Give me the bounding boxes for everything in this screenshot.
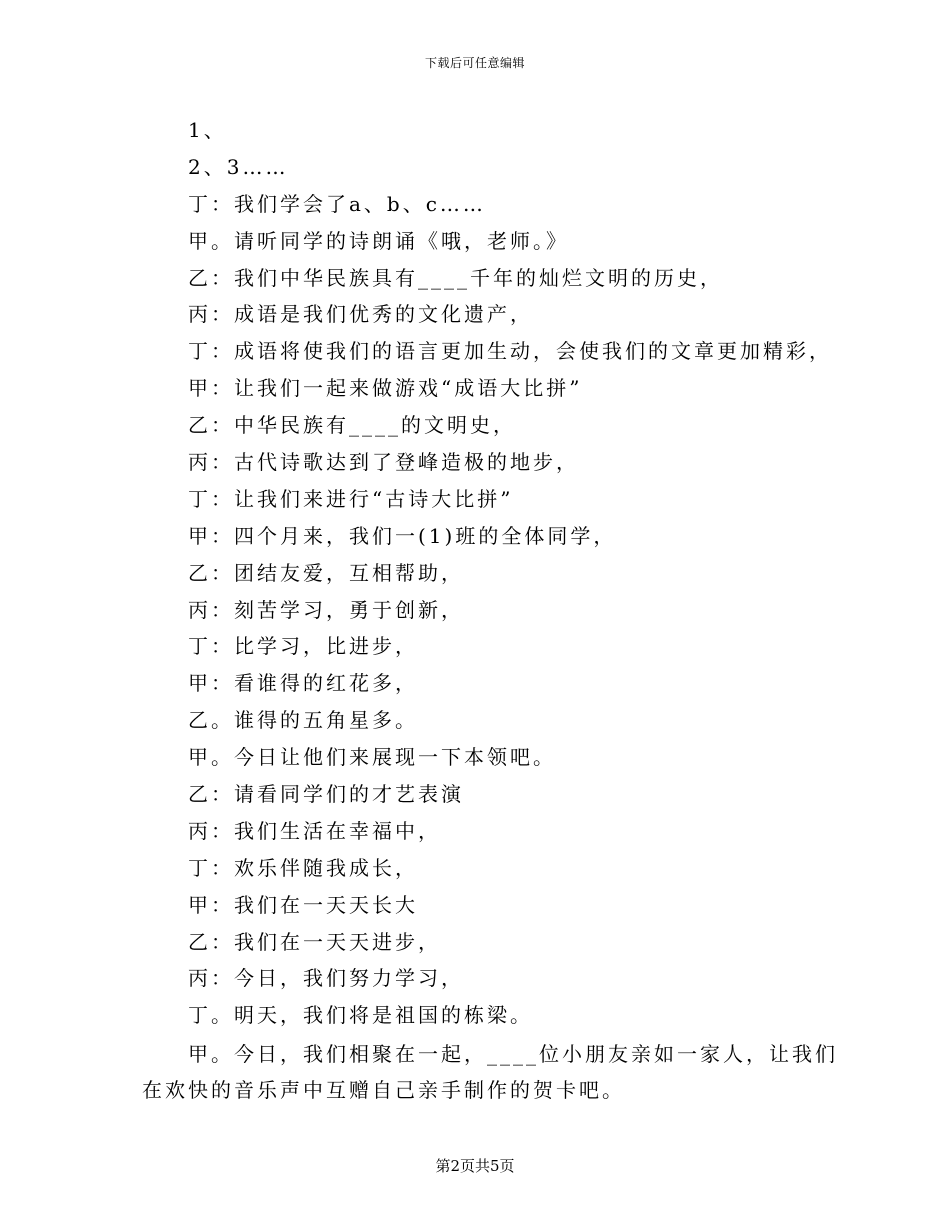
script-line: 甲：四个月来，我们一(1)班的全体同学， (188, 523, 617, 548)
page-header: 下载后可任意编辑 (424, 56, 525, 70)
script-line: 2、3…… (188, 154, 289, 179)
closing-paragraph (142, 1036, 838, 1108)
script-line: 乙：中华民族有____的文明史， (188, 413, 516, 438)
script-line: 甲。今日让他们来展现一下本领吧。 (188, 745, 556, 770)
script-lines (188, 112, 848, 1034)
script-line: 丁。明天，我们将是祖国的栋梁。 (188, 1003, 533, 1028)
script-line: 甲：让我们一起来做游戏“成语大比拼” (188, 376, 583, 401)
script-line: 甲。请听同学的诗朗诵《哦，老师。》 (188, 228, 569, 253)
script-line: 乙：我们在一天天进步， (188, 929, 441, 954)
page-footer: 第2页共5页 (435, 1157, 515, 1175)
script-line: 乙：请看同学们的才艺表演 (188, 782, 464, 807)
script-line: 丙：古代诗歌达到了登峰造极的地步， (188, 450, 579, 475)
script-line: 丙：今日，我们努力学习， (188, 966, 464, 991)
script-line: 丁：比学习，比进步， (188, 634, 418, 659)
script-line: 丙：成语是我们优秀的文化遗产， (188, 302, 533, 327)
script-line: 甲：看谁得的红花多， (188, 671, 418, 696)
script-line: 乙：团结友爱，互相帮助， (188, 560, 464, 585)
script-line: 丙：我们生活在幸福中， (188, 818, 441, 843)
script-line: 丁：让我们来进行“古诗大比拼” (188, 486, 514, 511)
script-line: 乙。谁得的五角星多。 (188, 708, 418, 733)
paragraph-line-1: 甲。今日，我们相聚在一起，____位小朋友亲如一家人，让我们 (188, 1042, 838, 1066)
script-line: 乙：我们中华民族具有____千年的灿烂文明的历史， (188, 265, 723, 290)
script-line: 丙：刻苦学习，勇于创新， (188, 597, 464, 622)
script-line: 丁：我们学会了a、b、c…… (188, 191, 486, 216)
paragraph-line-2: 在欢快的音乐声中互赠自己亲手制作的贺卡吧。 (142, 1078, 625, 1102)
script-line: 丁：成语将使我们的语言更加生动，会使我们的文章更加精彩， (188, 339, 832, 364)
script-line: 丁：欢乐伴随我成长， (188, 855, 418, 880)
script-line: 1、 (188, 118, 227, 142)
script-line: 甲：我们在一天天长大 (188, 892, 418, 917)
